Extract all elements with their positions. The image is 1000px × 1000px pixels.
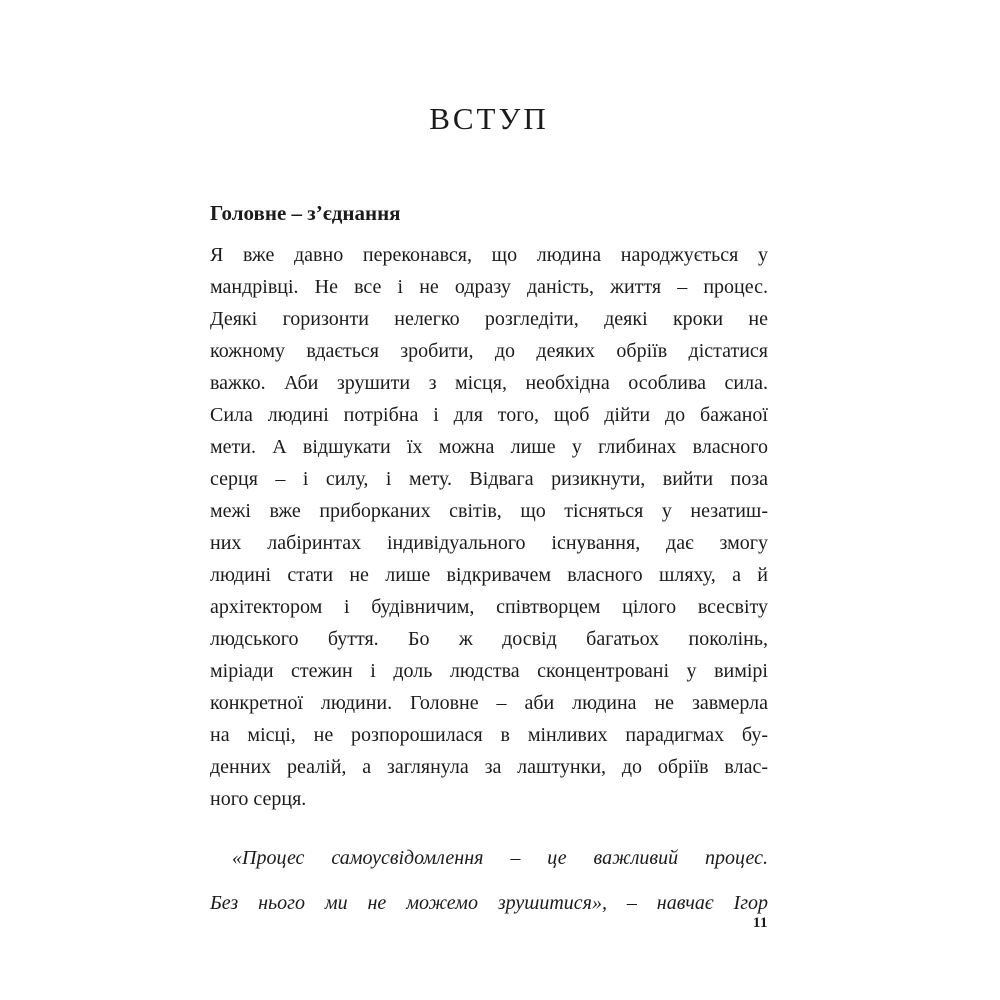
paragraph-line: важко. Аби зрушити з місця, необхідна особлива сила. xyxy=(210,372,768,394)
paragraph-line: Сила людині потрібна і для того, щоб дійти до бажаної xyxy=(210,404,768,426)
paragraph-line: серця – і силу, і мету. Відвага ризикнути, вийти поза xyxy=(210,468,768,490)
paragraph-line: них лабіринтах індивідуального існування, дає змогу xyxy=(210,532,768,554)
paragraph-line: Я вже давно переконався, що людина народжується у xyxy=(210,244,768,266)
quote-paragraph xyxy=(210,836,768,926)
paragraph-line: мандрівці. Не все і не одразу даність, життя – процес. xyxy=(210,276,768,298)
section-heading: Головне – з’єднання xyxy=(210,201,401,225)
quote-line: «Процес самоусвідомлення – це важливий процес. xyxy=(232,847,768,869)
paragraph-line: людині стати не лише відкривачем власного шляху, а й xyxy=(210,564,768,586)
paragraph-line: конкретної людини. Головне – аби людина не завмерла xyxy=(210,692,768,714)
paragraph-line: денних реалій, а заглянула за лаштунки, до обріїв влас- xyxy=(210,756,768,778)
paragraph-line: архітектором і будівничим, співтворцем цілого всесвіту xyxy=(210,596,768,618)
page-number: 11 xyxy=(752,915,768,931)
page-title: ВСТУП xyxy=(429,101,549,136)
paragraph-line: міріади стежин і доль людства сконцентровані у вимірі xyxy=(210,660,768,682)
paragraph-line: людського буття. Бо ж досвід багатьох поколінь, xyxy=(210,628,768,650)
paragraph-line: межі вже приборканих світів, що тісняться у незатиш- xyxy=(210,500,768,522)
paragraph-line: мети. А відшукати їх можна лише у глибинах власного xyxy=(210,436,768,458)
paragraph-line: Деякі горизонти нелегко розгледіти, деякі кроки не xyxy=(210,308,768,330)
quote-line: Без нього ми не можемо зрушитися», – навчає Ігор xyxy=(210,892,768,914)
body-paragraph xyxy=(210,239,768,815)
paragraph-line: ного серця. xyxy=(210,788,307,810)
paragraph-line: кожному вдається зробити, до деяких обріїв дістатися xyxy=(210,340,768,362)
text-column xyxy=(210,0,768,926)
paragraph-line: на місці, не розпорошилася в мінливих парадигмах бу- xyxy=(210,724,768,746)
